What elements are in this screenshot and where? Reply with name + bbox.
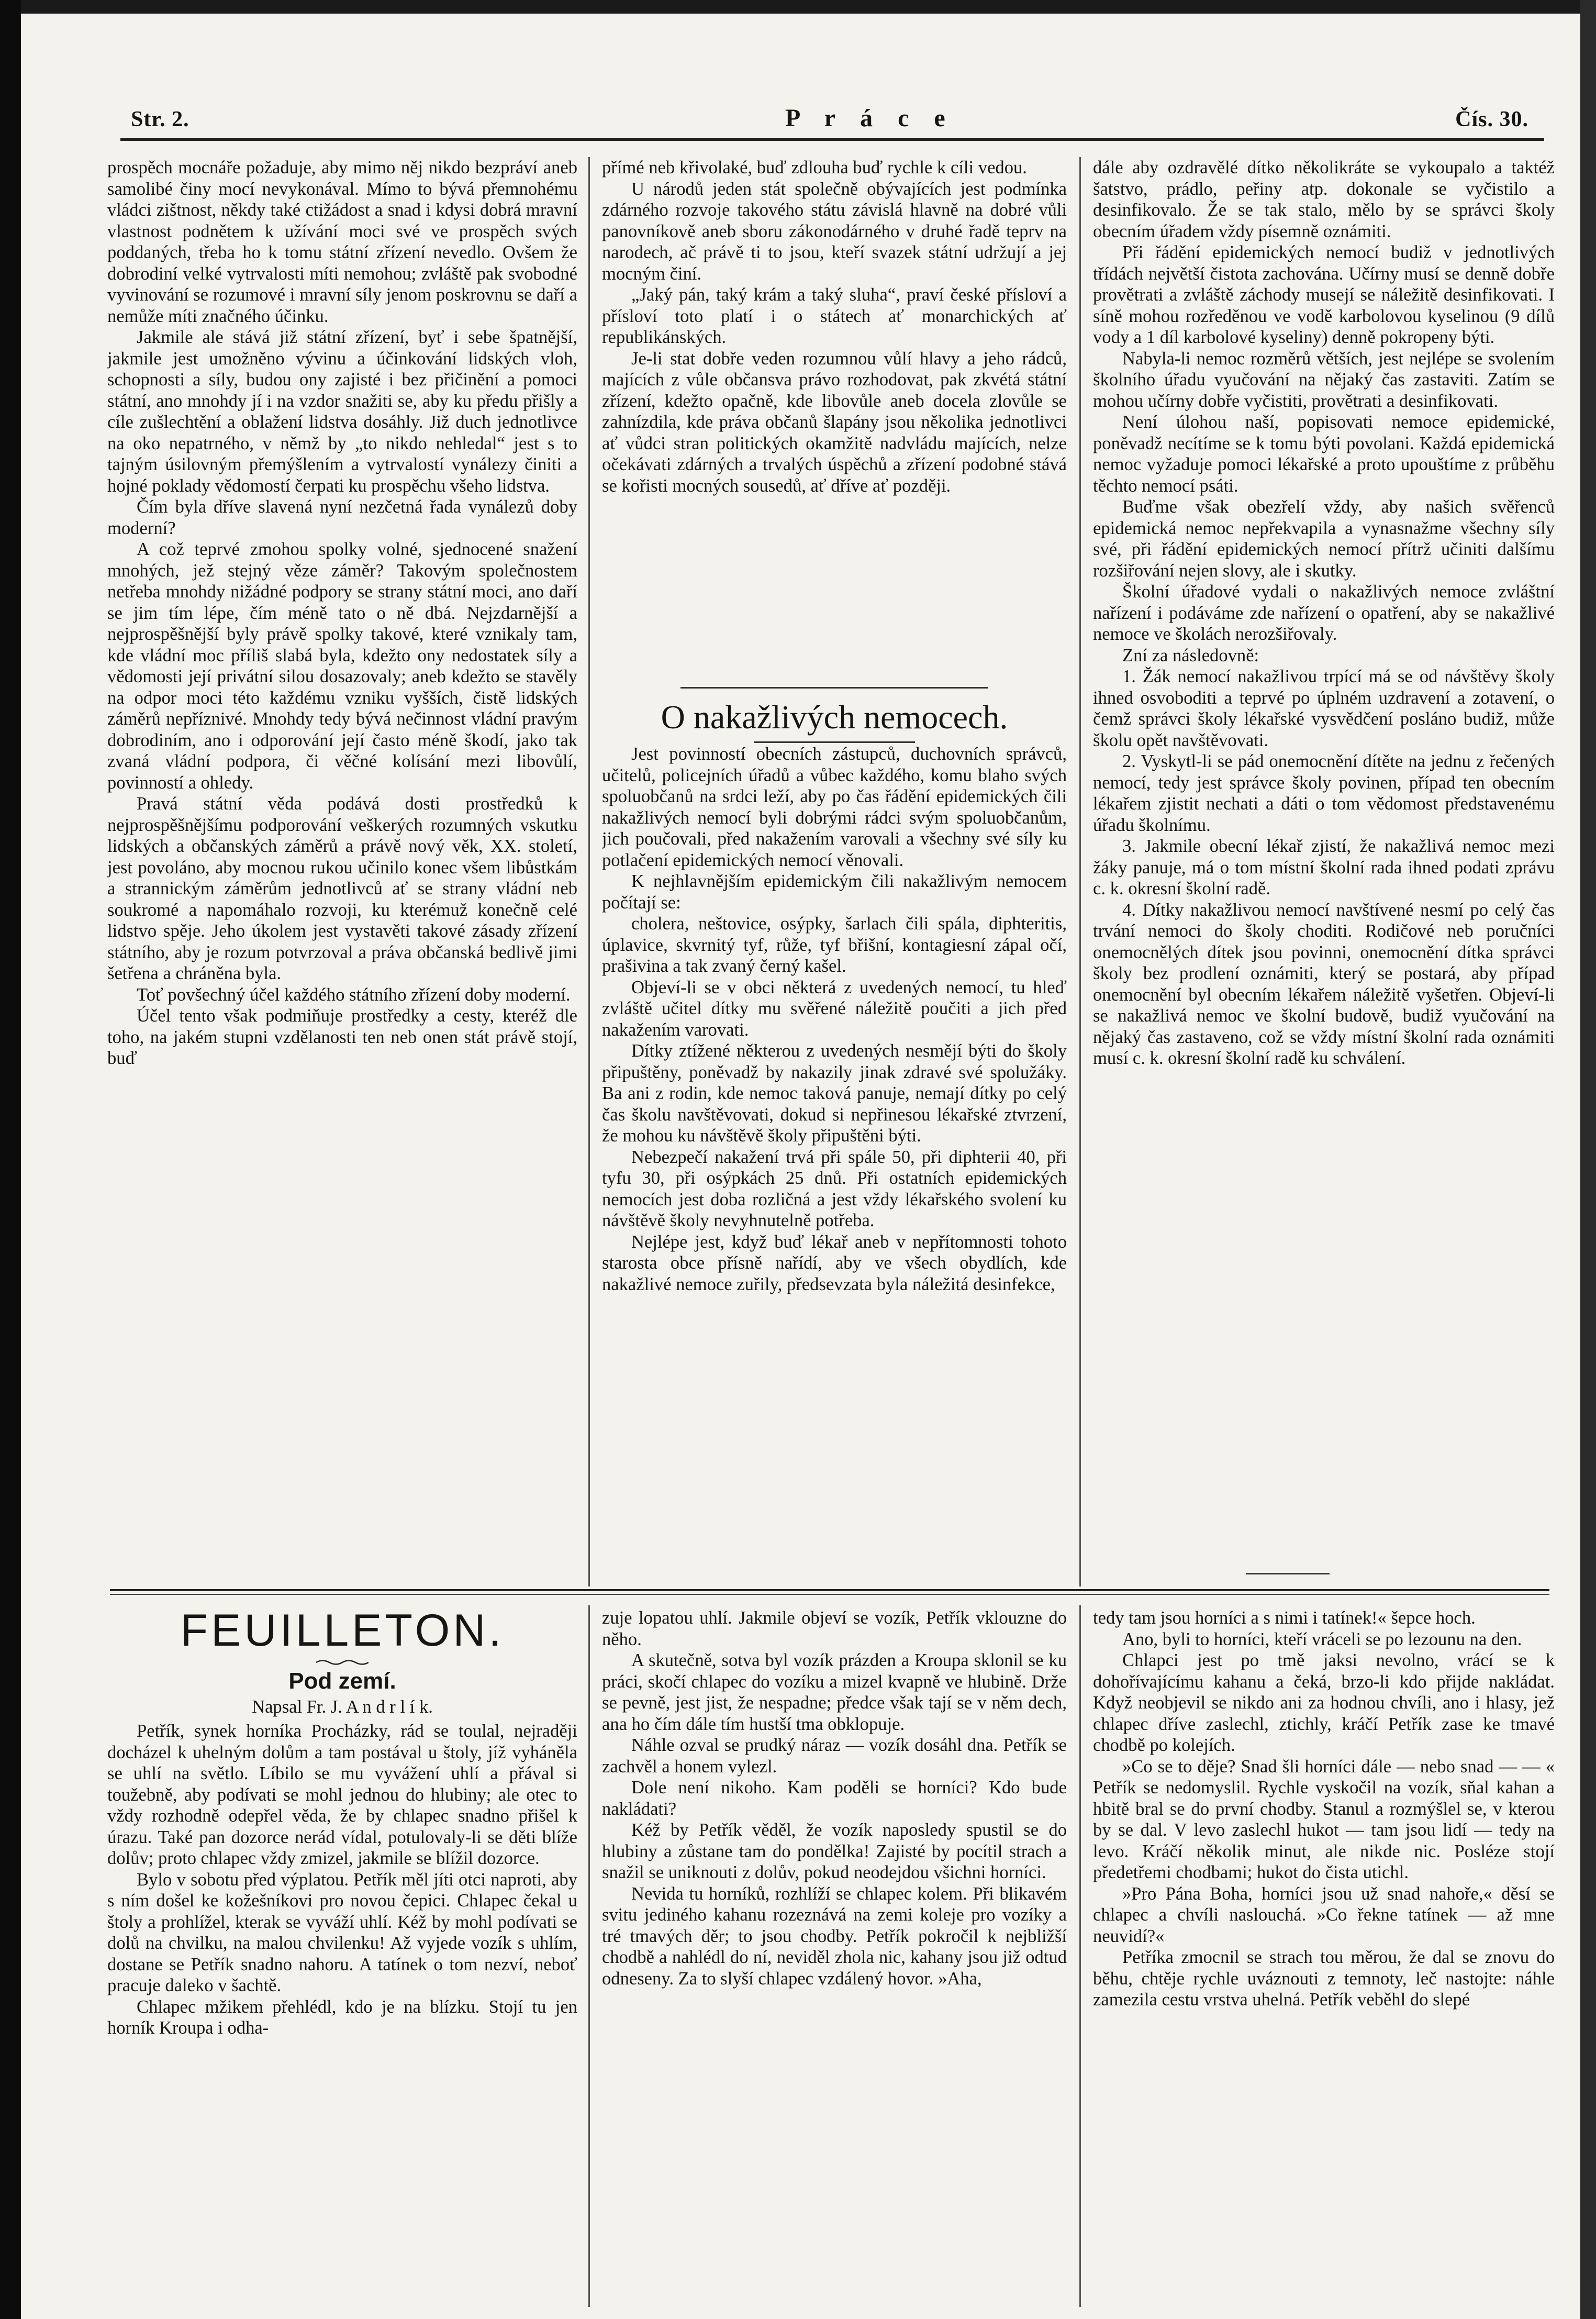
- end-of-article-rule: [1246, 1573, 1330, 1574]
- paragraph: cholera, neštovice, osýpky, šarlach čili spála, diphteritis, úplavice, skvrnitý tyf, růže, tyf břišní, kontagiesní zápal očí, prašivina a tak zvaný černý kašel.: [602, 914, 1067, 976]
- paragraph: Nebezpečí nakažení trvá při spále 50, při diphterii 40, při tyfu 30, při osýpkách 25 dnů. Při ostatních epidemických nemocích jest doba rozličná a jest vždy lékařského svolení ku návštěvě školy nevyhnutelně potřeba.: [602, 1147, 1067, 1230]
- scan-edge-left: [0, 0, 21, 2319]
- paragraph: Zní za následovně:: [1122, 645, 1259, 665]
- paragraph: Toť povšechný účel každého státního zřízení doby moderní.: [137, 984, 571, 1005]
- paragraph: »Pro Pána Boha, horníci jsou už snad nahoře,« děsí se chlapec a chvíli naslouchá. »Co řekne tatínek — až mne neuvidí?«: [1093, 1883, 1555, 1946]
- ornament-icon: [316, 1659, 369, 1666]
- paragraph: Čím byla dříve slavená nyní nezčetná řada vynálezů doby moderní?: [107, 497, 577, 538]
- issue-number: Čís. 30.: [1455, 107, 1528, 131]
- paragraph: 2. Vyskytl-li se pád onemocnění dítěte na jednu z řečených nemocí, tedy jest správce školy povinen, případ ten obecním lékařem zjistit nechati a dáti o tom vědomost představenému úřadu školnímu.: [1093, 751, 1555, 835]
- paragraph: Nabyla-li nemoc rozměrů větších, jest nejlépe se svolením školního úřadu vyučování na nějaký čas zastaviti. Zatím se mohou učírny dobře vyčistiti, provětrati a desinfikovati.: [1093, 348, 1555, 411]
- paragraph: Chlapci jest po tmě jaksi nevolno, vrácí se k dohořívajícímu kahanu a čeká, brzo-li kdo přijde nakládat. Když neobjevil se nikdo ani za hodnou chvíli, ano i hlasy, jež chlapec dříve zaslechl, ztichly, kráčí Petřík zase ke tmavé chodbě po kolejích.: [1093, 1650, 1555, 1755]
- paragraph: 4. Dítky nakažlivou nemocí navštívené nesmí po celý čas trvání nemoci do školy choditi. Rodičové neb poručníci onemocnělých dítek jsou povinni, onemocnění dítka správci školy bez prodlení oznámiti, který se postará, aby případ onemocnění byl obecním lékařem náležitě vyšetřen. Objeví-li se nakažlivá nemoc ve školní budově, budiž vyučování na nějaký čas zastaveno, což se vždy místní školní rada oznámiti musí c. k. okresní školní radě ku schválení.: [1093, 900, 1555, 1068]
- column-rule-1: [588, 157, 590, 1586]
- feuilleton-column-3: [1093, 1607, 1555, 2302]
- paragraph: přímé neb křivolaké, buď zdlouha buď rychle k cíli vedou.: [602, 158, 1027, 177]
- paragraph: Chlapec mžikem přehlédl, kdo je na blízku. Stojí tu jen horník Kroupa i odha-: [107, 1996, 577, 2038]
- header-rule: [120, 138, 1544, 141]
- section-rule: [680, 687, 988, 689]
- masthead-title: P r á c e: [785, 104, 955, 132]
- paragraph: 3. Jakmile obecní lékař zjistí, že nakažlivá nemoc mezi žáky panuje, má o tom místní školní rada ihned podati zprávu c. k. okresní školní radě.: [1093, 836, 1555, 898]
- scan-edge-top: [0, 0, 1596, 14]
- paragraph: Dítky ztížené některou z uvedených nesmějí býti do školy připuštěny, poněvadž by nakazily jinak zdravé své spolužáky. Ba ani z rodin, kde nemoc taková panuje, nemají dítky po celý čas školu navštěvovati, dokud si nepřinesou lékařské ztvrzení, že mohou ku návštěvě školy připuštěni býti.: [602, 1041, 1067, 1146]
- paragraph: Účel tento však podmiňuje prostředky a cesty, kteréž dle toho, na jakém stupni vzdělanosti ten neb onen stát právě stojí, buď: [107, 1006, 577, 1068]
- paragraph: Pravá státní věda podává dosti prostředků k nejprospěšnějšímu podporování veškerých rozumných vskutku lidských a občanských záměrů a právě nový věk, XX. století, jest povoláno, aby mocnou rukou učinilo konec všem libůstkám a strannickým záměrům jednotlivců ať se strany vládní neb soukromé a napomáhalo rozvoji, ku kterémuž konečně celé lidstvo spěje. Jeho úkolem jest vystavěti takové zásady zřízení státního, aby je rozum potvrzoval a práva občanská bedlivě jimi šetřena a chráněna byla.: [107, 794, 577, 983]
- paragraph: Školní úřadové vydali o nakažlivých nemoce zvláštní nařízení i podáváme zde nařízení o opatření, aby se nakažlivé nemoce ve školách nerozšiřovaly.: [1093, 582, 1555, 644]
- paragraph: Petřík, synek horníka Procházky, rád se toulal, nejraději docházel k uhelným dolům a tam postával u štoly, jíž vyháněla se uhlí na světlo. Líbilo se mu vyvážení uhlí a přával si toužebně, aby podívati se mohl jednou do hlubiny; ale otec to vždy rozhodně odepřel věda, že by chlapec snadno přišel k úrazu. Také pan dozorce nerád vídal, potulovaly-li se děti blíže dolův; proto chlapec vždy zmizel, jakmile se blížil dozorce.: [107, 1721, 577, 1868]
- paragraph: Nejlépe jest, když buď lékař aneb v nepřítomnosti tohoto starosta obce přísně nařídí, aby ve všech obydlích, kde nakažlivé nemoce zuřily, předsevzata byla náležitá desinfekce,: [602, 1231, 1067, 1294]
- paragraph: Objeví-li se v obci některá z uvedených nemocí, tu hleď zvláště učitel dítky mu svěřené náležitě poučiti a jich před nakažením varovati.: [602, 977, 1067, 1040]
- feuilleton-column-1: [107, 1721, 577, 2302]
- feuilleton-divider-thin: [110, 1594, 1549, 1595]
- paragraph: Náhle ozval se prudký náraz — vozík dosáhl dna. Petřík se zachvěl a honem vylezl.: [602, 1735, 1067, 1777]
- paragraph: Buďme však obezřelí vždy, aby našich svěřenců epidemická nemoc nepřekvapila a vynasnažme všechny síly své, při řádění epidemických nemocí přítrž učiniti dalšímu rozšiřování nejen slovy, ale i skutky.: [1093, 497, 1555, 581]
- feuilleton-rule-1: [588, 1605, 590, 2307]
- paragraph: Nevida tu horníků, rozhlíží se chlapec kolem. Při blikavém svitu jediného kahanu rozeznává na zemi koleje pro vozíky a tré tmavých děr; to jsou chodby. Petřík pokročil k nejbližší chodbě a nahlédl do ní, neviděl zhola nic, kahany jsou již odtud odneseny. Za to slyší chlapec vzdálený hovor. »Aha,: [602, 1883, 1067, 1989]
- paragraph: Ano, byli to horníci, kteří vráceli se po lezounu na den.: [1122, 1629, 1522, 1649]
- story-author: Napsal Fr. J. A n d r l í k.: [252, 1697, 433, 1717]
- paragraph: »Co se to děje? Snad šli horníci dále — nebo snad — — « Petřík se nedomyslil. Rychle vyskočil na vozík, sňal kahan a hbitě bral se do první chodby. Stanul a rozmýšlel se, v kterou by se dal. V levo zaslechl hukot — tam jsou lidí — tedy na levo. Kráčí několik minut, ale nikde nic. Posléze stojí předetřemi chodbami; hukot do čista utichl.: [1093, 1756, 1555, 1882]
- section-heading-underline: [754, 741, 915, 743]
- feuilleton-rule-2: [1079, 1605, 1081, 2307]
- page-number: Str. 2.: [131, 107, 189, 131]
- paragraph: zuje lopatou uhlí. Jakmile objeví se vozík, Petřík vklouzne do něho.: [602, 1608, 1067, 1649]
- paragraph: dále aby ozdravělé dítko několikráte se vykoupalo a taktéž šatstvo, prádlo, peřiny atp. dokonale se vyčistilo a desinfikovalo. Že se tak stalo, mělo by se správci školy obecním úřadem vždy písemně oznámiti.: [1093, 158, 1555, 241]
- running-head: [120, 104, 1544, 146]
- paragraph: A skutečně, sotva byl vozík prázden a Kroupa sklonil se ku práci, skočí chlapec do vozíku a mizel kvapně ve hlubině. Drže se pevně, jest jist, že nespadne; předce však tají se v něm dech, ana ho čím dále tím hustší tma obklopuje.: [602, 1650, 1067, 1734]
- paragraph: Kéž by Petřík věděl, že vozík naposledy spustil se do hlubiny a zůstane tam do pondělka! Zajisté by pocítil strach a snažil se uniknouti z dolův, pokud neodejdou všichni horníci.: [602, 1820, 1067, 1882]
- paragraph: Jakmile ale stává již státní zřízení, byť i sebe špatnější, jakmile jest umožněno vývinu a účinkování lidských vloh, schopnosti a síly, budou ony zajisté i bez přičinění a pomoci státní, ano mnohdy jí i na vzdor snažiti se, aby ku předu přišly a cíle zušlechtění a oblažení lidstva dosáhly. Již duch jednotlivce na oko nepatrného, v němž by „to nikdo nehledal“ jest s to tajným úsilovným přemýšlením a vytrvalostí vynálezy činiti a hojné poklady vědomostí čerpati ku prospěchu všeho lidstva.: [107, 327, 577, 496]
- feuilleton-divider: [110, 1589, 1549, 1591]
- paragraph: prospěch mocnáře požaduje, aby mimo něj nikdo bezpráví aneb samolibé činy mocí nevykonával. Mímo to bývá přemnohému vládci zištnost, někdy také ctižádost a snad i kdysi dobrá mravní vlastnost podnětem k užívání moci své ve prospěch svých poddaných, třeba ho k tomu státní zřízení nevedlo. Ovšem že dobrodiní velké vytrvalosti míti nemohou; zvláště pak svobodné vyvinování se rozumové i mravní síly jenom poskrovnu se daří a nemůže míti značného účinku.: [107, 158, 577, 326]
- feuilleton-column-2: [602, 1607, 1067, 2302]
- column-rule-2: [1079, 157, 1081, 1586]
- paragraph: Je-li stat dobře veden rozumnou vůlí hlavy a jeho rádců, majících z vůle občansva právo rozhodovat, pak zkvétá státní zřízení, kdežto opačně, kde libovůle aneb docela zlovůle se zahnízdila, kde práva občanů šlapány jsou několika jednotlivci ať vůdci stran politických okamžitě nadvládu majících, nelze očekávati zdárných a trvalých úspěchů a zřízení podobné stává se kořisti mocných sousedů, ať dříve ať později.: [602, 348, 1067, 496]
- article-column-3: [1093, 157, 1555, 1571]
- paragraph: Není úlohou naší, popisovati nemoce epidemické, poněvadž necítíme se k tomu býti povolani. Každá epidemická nemoc vyžaduje pomoci lékařské a proto upouštíme z průběhu těchto nemocí psáti.: [1093, 412, 1555, 496]
- article-column-2b: [602, 744, 1067, 1576]
- feuilleton-heading: FEUILLETON.: [180, 1605, 505, 1656]
- paragraph: Jest povinností obecních zástupců, duchovních správců, učitelů, policejních úřadů a vůbec každého, komu blaho svých spoluobčanů na srdci leží, aby po čas řádění epidemických čili nakažlivých nemocí byli dobrými rádci svým spoluobčanům, jich poučovali, před nakažením varovali a všechny své síly ku potlačení epidemických nemocí věnovali.: [602, 744, 1067, 870]
- story-title: Pod zemí.: [288, 1668, 396, 1694]
- paragraph: 1. Žák nemocí nakažlivou trpící má se od návštěvy školy ihned osvoboditi a teprvé po úplném uzdravení a zotavení, o čemž správci školy lékařské vysvědčení posláno budiž, může školu opět navštěvovati.: [1093, 667, 1555, 750]
- paragraph: Dole není nikoho. Kam poděli se horníci? Kdo bude nakládati?: [602, 1778, 1067, 1819]
- article-column-1: [107, 157, 577, 1555]
- paragraph: Bylo v sobotu před výplatou. Petřík měl jíti otci naproti, aby s ním došel ke kožešníkovi pro novou čepici. Chlapec čekal u štoly a prohlížel, kterak se vyváží uhlí. Kéž by mohl podívati se dolů na chvilku, na malou chvilenku! Až vyjede vozík s uhlím, dostane se Petřík snadno nahoru. A tatínek o tom nezví, neboť pracuje daleko v šachtě.: [107, 1869, 577, 1995]
- paragraph: Při řádění epidemických nemocí budiž v jednotlivých třídách největší čistota zachována. Učírny musí se denně dobře provětrati a zvláště záchody musejí se náležitě desinfikovati. I síně mohou rozředěnou ve vodě karbolovou kyselinou (9 dílů vody a 1 díl karbolové kyseliny) denně pokropeny býti.: [1093, 242, 1555, 347]
- paragraph: tedy tam jsou horníci a s nimi i tatínek!« šepce hoch.: [1093, 1608, 1476, 1628]
- paragraph: „Jaký pán, taký krám a taký sluha“, praví české přísloví a přísloví toto platí i o státech ať monarchických ať republikánských.: [602, 285, 1067, 347]
- paragraph: K nejhlavnějším epidemickým čili nakažlivým nemocem počítají se:: [602, 871, 1067, 913]
- paragraph: Petříka zmocnil se strach tou měrou, že dal se znovu do běhu, chtěje rychle uváznouti z temnoty, leč nastojte: náhle zamezila cestu vrstva uhelná. Petřík veběhl do slepé: [1093, 1947, 1555, 2010]
- article-column-2: [602, 157, 1067, 691]
- paragraph: U národů jeden stát společně obývajících jest podmínka zdárného rozvoje takového státu závislá hlavně na dobré vůli panovníkově aneb sboru zákonodárného v druhé řadě teprv na narodech, ač právě ti to jsou, kteří svazek státní udržují a jej mocným činí.: [602, 179, 1067, 284]
- section-heading: O nakažlivých nemocech.: [661, 698, 1008, 736]
- paragraph: A což teprvé zmohou spolky volné, sjednocené snažení mnohých, jež stejný věze záměr? Takovým společnostem netřeba mnohdy nižádné podpory se strany státní moci, ano daří se jim tím lépe, čím méně tato o ně dbá. Nejzdarnější a nejprospěšnější byly právě spolky takové, které vznikaly tam, kde vládní moc příliš slabá byla, kdežto ony nedostatek síly a vědomosti její privátní silou dosazovaly; aneb kdežto se stavěly na odpor moci této každému vzniku vyšších, čistě lidských záměrů nepříznivé. Mnohdy tedy bývá nečinnost vládní pravým dobrodiním, ano i odporování její často méně škodí, jako tak zvaná vládní podpora, či věčné kolísání mezi libovůlí, povinností a ohledy.: [107, 539, 577, 793]
- scan-edge-right: [1580, 0, 1596, 2319]
